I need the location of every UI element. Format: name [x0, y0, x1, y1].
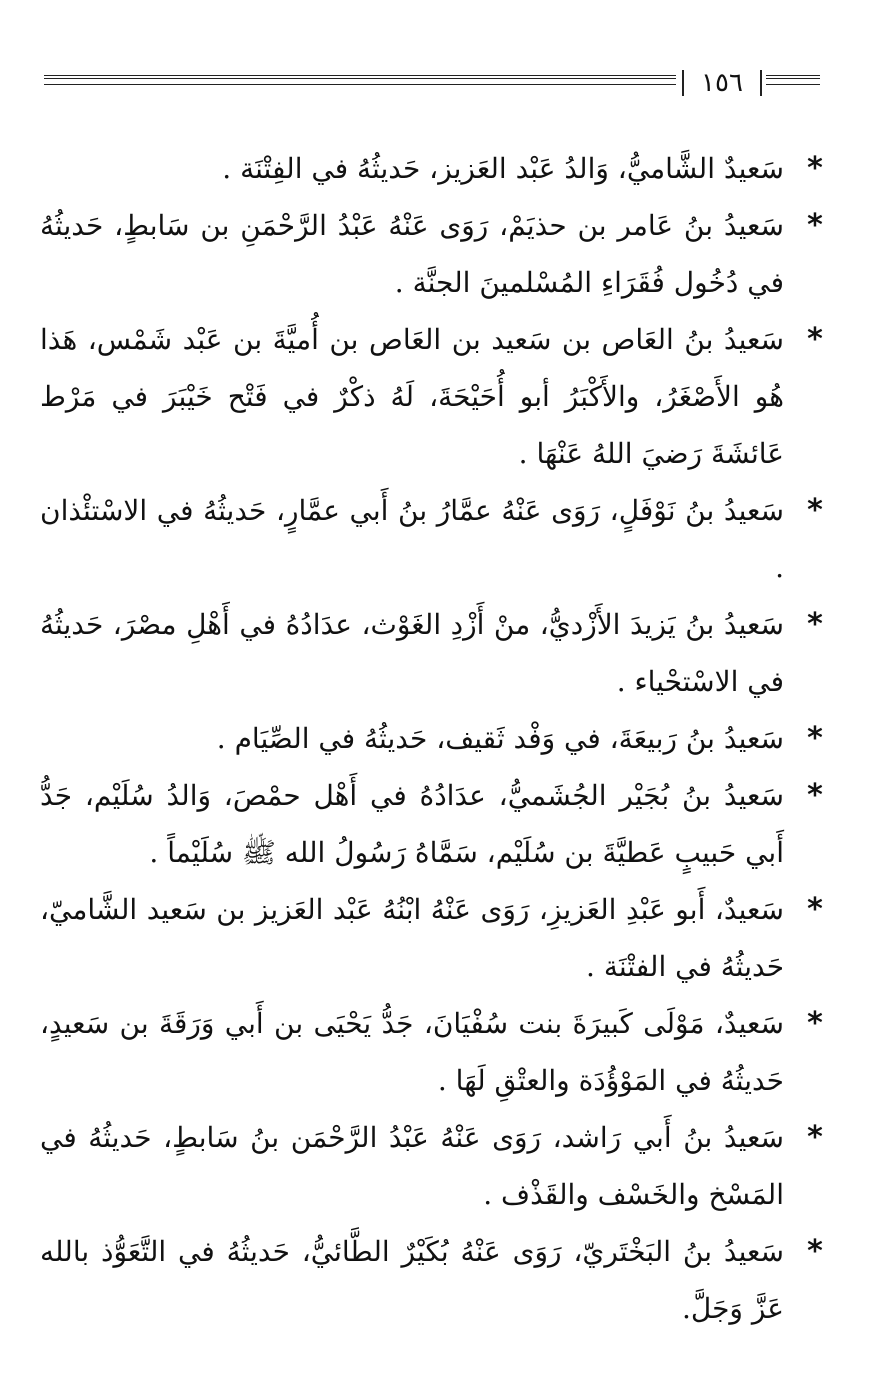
list-item — [40, 995, 830, 1109]
list-item — [40, 140, 830, 197]
entry-text: سَعيدُ بنُ يَزيدَ الأَزْديُّ، منْ أَزْدِ الغَوْث، عدَادُهُ في أَهْلِ مصْرَ، حَديثُهُ في الاسْتحْياء . — [40, 608, 784, 698]
entry-text: سَعيدٌ، أَبو عَبْدِ العَزيزِ، رَوَى عَنْهُ ابْنُهُ عَبْد العَزيز بن سَعيد الشَّاميّ، حَديثُهُ في الفتْنَة . — [40, 893, 784, 983]
asterisk-bullet-icon: * — [807, 607, 823, 642]
asterisk-bullet-icon: * — [807, 778, 823, 813]
entry-text: سَعيدُ بنُ بُجَيْر الجُشَميُّ، عدَادُهُ في أَهْل حمْصَ، وَالدُ سُلَيْم، جَدُّ أَبي حَبيبٍ عَطيَّةَ بن سُلَيْم، سَمَّاهُ رَسُولُ الله ﷺ سُلَيْماً . — [40, 779, 784, 869]
entry-list — [40, 140, 830, 1337]
asterisk-bullet-icon: * — [807, 1234, 823, 1269]
asterisk-bullet-icon: * — [807, 208, 823, 243]
header-divider-bar — [682, 70, 684, 96]
entry-text: سَعيدُ بنُ عَامر بن حذيَمْ، رَوَى عَنْهُ عَبْدُ الرَّحْمَنِ بن سَابطٍ، حَديثُهُ في دُخُول فُقَرَاءِ المُسْلمينَ الجنَّة . — [40, 209, 784, 299]
entry-text: سَعيدُ بنُ العَاص بن سَعيد بن العَاص بن أُميَّةَ بن عَبْد شَمْس، هَذا هُو الأَصْغَرُ، والأَكْبَرُ أبو أُحَيْحَةَ، لَهُ ذكْرٌ في فَتْح خَيْبَرَ في مَرْط عَائشَةَ رَضيَ اللهُ عَنْهَا . — [40, 323, 784, 470]
asterisk-bullet-icon: * — [807, 892, 823, 927]
asterisk-bullet-icon: * — [807, 1120, 823, 1155]
page-number: ١٥٦ — [701, 68, 743, 98]
list-item — [40, 1223, 830, 1337]
list-item — [40, 197, 830, 311]
list-item — [40, 881, 830, 995]
asterisk-bullet-icon: * — [807, 721, 823, 756]
asterisk-bullet-icon: * — [807, 493, 823, 528]
list-item — [40, 596, 830, 710]
entry-text: سَعيدُ بنُ رَبيعَةَ، في وَفْد ثَقيف، حَديثُهُ في الصِّيَام . — [216, 722, 784, 755]
entry-text: سَعيدُ بنُ أَبي رَاشد، رَوَى عَنْهُ عَبْدُ الرَّحْمَن بنُ سَابطٍ، حَديثُهُ في المَسْخ والخَسْف والقَذْف . — [40, 1121, 784, 1211]
list-item — [40, 767, 830, 881]
list-item — [40, 710, 830, 767]
entry-text: سَعيدُ بنُ البَخْتَريّ، رَوَى عَنْهُ بُكَيْرٌ الطَّائيُّ، حَديثُهُ في التَّعَوُّذ بالله عَزَّ وَجَلَّ. — [40, 1235, 784, 1325]
asterisk-bullet-icon: * — [807, 151, 823, 186]
asterisk-bullet-icon: * — [807, 322, 823, 357]
entry-text: سَعيدُ بنُ نَوْفَلٍ، رَوَى عَنْهُ عمَّارُ بنُ أَبي عمَّارٍ، حَديثُهُ في الاسْتئْذان . — [40, 494, 784, 584]
list-item — [40, 482, 830, 596]
list-item — [40, 1109, 830, 1223]
header-divider-bar — [760, 70, 762, 96]
header-double-rule-right — [766, 75, 820, 85]
entry-text: سَعيدٌ، مَوْلَى كَبيرَةَ بنت سُفْيَانَ، جَدُّ يَحْيَى بن أَبي وَرَقَةَ بن سَعيدٍ، حَديثُهُ في المَوْؤُدَة والعتْقِ لَهَا . — [40, 1007, 784, 1097]
list-item — [40, 311, 830, 482]
header-double-rule-left — [44, 75, 676, 85]
page-header — [44, 66, 820, 100]
entry-text: سَعيدٌ الشَّاميُّ، وَالدُ عَبْد العَزيز، حَديثُهُ في الفِتْنَة . — [222, 152, 784, 185]
asterisk-bullet-icon: * — [807, 1006, 823, 1041]
